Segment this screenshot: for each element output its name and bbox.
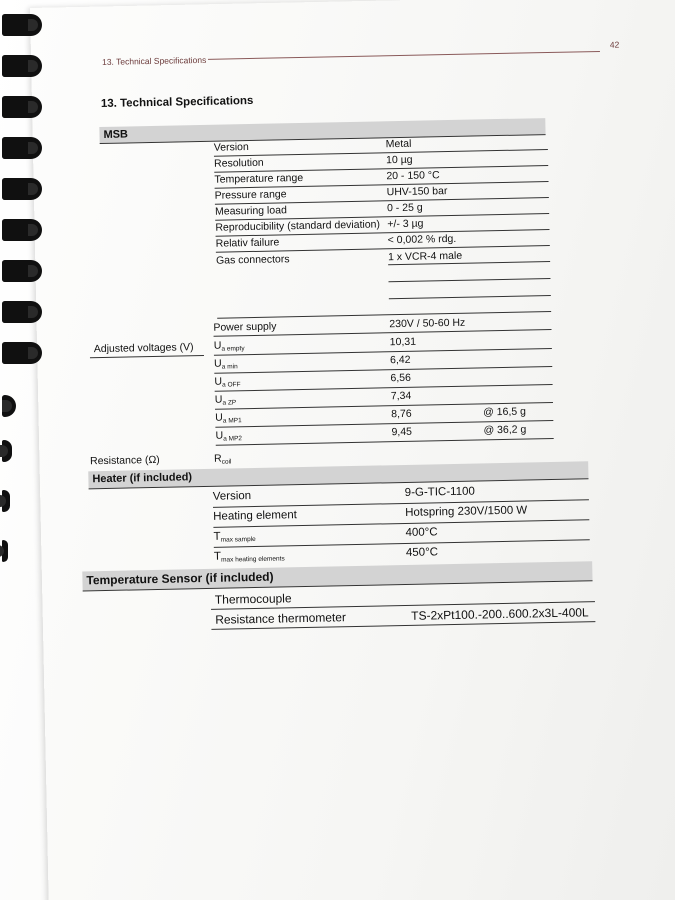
spec-label: Power supply bbox=[213, 320, 277, 334]
voltage-value: 7,34 bbox=[390, 389, 412, 403]
blank-line bbox=[389, 295, 551, 299]
voltage-symbol: $U_{a empty}$ bbox=[213, 339, 245, 353]
heater-label: Version bbox=[212, 490, 252, 503]
blank-line bbox=[388, 278, 550, 282]
sensor-value: TS-2xPt100.-200..600.2x3L-400L bbox=[411, 605, 589, 623]
spec-value: Metal bbox=[385, 137, 412, 151]
page-number: 42 bbox=[609, 39, 620, 50]
spec-value: < 0,002 % rdg. bbox=[387, 232, 457, 247]
heater-label: Heating element bbox=[213, 509, 298, 523]
heater-value: 400°C bbox=[405, 526, 438, 539]
section-title: 13. Technical Specifications bbox=[100, 94, 254, 110]
voltage-symbol: $U_{a min}$ bbox=[213, 357, 238, 371]
sensor-label: Resistance thermometer bbox=[215, 610, 347, 627]
voltage-value: 6,42 bbox=[389, 353, 411, 367]
spec-value: 1 x VCR-4 male bbox=[387, 249, 463, 264]
voltage-symbol: $U_{a ZP}$ bbox=[214, 393, 237, 407]
voltage-value: 10,31 bbox=[389, 335, 417, 349]
heater-label: $T_{max heating elements}$ bbox=[213, 550, 285, 564]
adjusted-voltages-label: Adjusted voltages (V) bbox=[93, 341, 194, 356]
voltage-symbol: $U_{a MP1}$ bbox=[215, 411, 242, 425]
heater-value: Hotspring 230V/1500 W bbox=[405, 504, 528, 519]
heater-heading: Heater (if included) bbox=[88, 461, 588, 488]
spec-label: Measuring load bbox=[214, 204, 287, 218]
spec-value: UHV-150 bar bbox=[386, 185, 448, 199]
sensor-label: Thermocouple bbox=[214, 591, 292, 607]
spec-value: 0 - 25 g bbox=[386, 201, 423, 215]
temperature-sensor-heading: Temperature Sensor (if included) bbox=[82, 561, 592, 590]
voltage-value: 8,76 bbox=[391, 407, 412, 421]
spec-value: 20 - 150 °C bbox=[386, 169, 440, 183]
msb-heading: MSB bbox=[99, 118, 545, 143]
spec-value: +/- 3 µg bbox=[387, 217, 424, 231]
heater-value: 450°C bbox=[405, 546, 439, 559]
spec-label: Relativ failure bbox=[215, 236, 280, 250]
spec-value: 10 µg bbox=[385, 153, 413, 167]
heater-value: 9-G-TIC-1100 bbox=[404, 485, 475, 499]
binding-ring bbox=[2, 540, 8, 562]
voltage-symbol: $U_{a OFF}$ bbox=[214, 375, 241, 389]
spec-value: 230V / 50-60 Hz bbox=[389, 316, 466, 331]
spec-label: Pressure range bbox=[214, 188, 287, 202]
load-note: @ 16,5 g bbox=[483, 405, 527, 419]
header-rule bbox=[208, 51, 600, 60]
spec-label: Gas connectors bbox=[215, 253, 290, 267]
spec-label: Temperature range bbox=[214, 171, 304, 186]
voltage-value: 6,56 bbox=[390, 371, 411, 385]
spec-label: Resolution bbox=[213, 156, 264, 170]
running-title: 13. Technical Specifications bbox=[101, 54, 207, 67]
heater-label: $T_{max sample}$ bbox=[213, 530, 256, 544]
resistance-symbol: $R_{coil}$ bbox=[213, 452, 232, 466]
resistance-label: Resistance (Ω) bbox=[89, 453, 160, 468]
voltage-value: 9,45 bbox=[391, 425, 413, 439]
spec-label: Version bbox=[213, 141, 249, 154]
spec-label: Reproducibility (standard deviation) bbox=[215, 218, 381, 234]
row-rule bbox=[90, 355, 204, 358]
load-note: @ 36,2 g bbox=[483, 423, 527, 437]
voltage-symbol: $U_{a MP2}$ bbox=[215, 429, 243, 443]
